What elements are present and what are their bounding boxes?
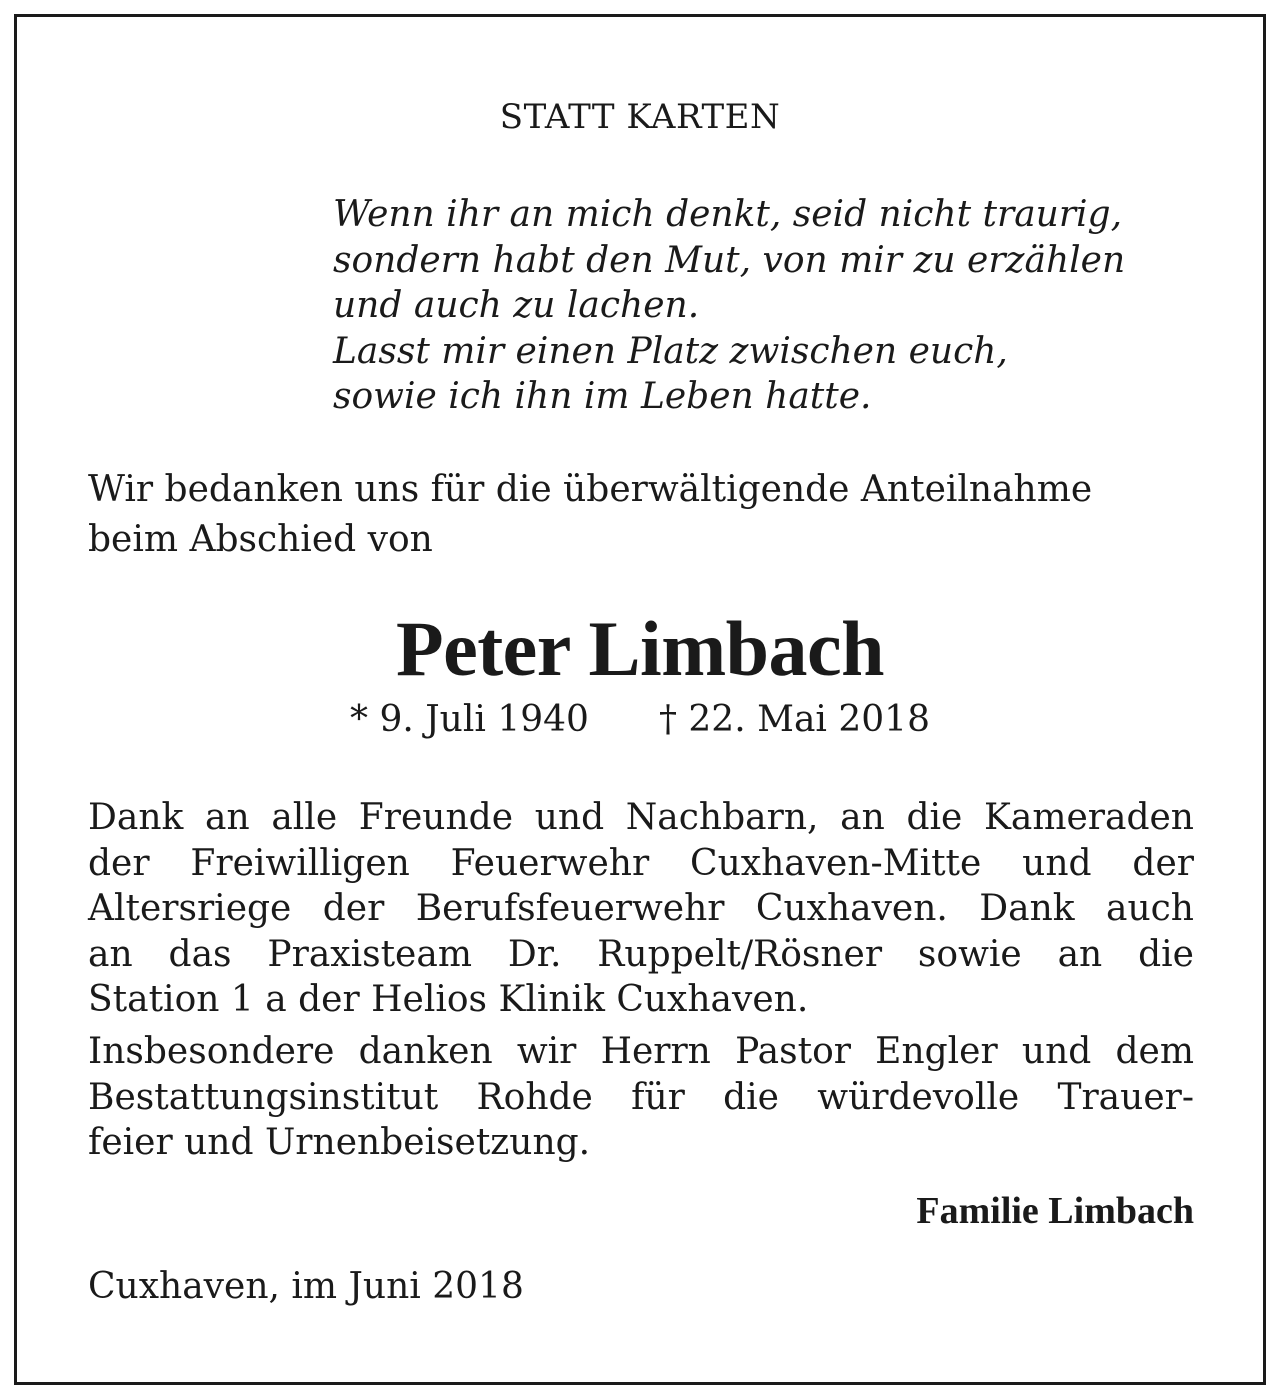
paragraph-line: der Freiwilligen Feuerwehr Cuxhaven-Mitte und der [88,842,1194,884]
paragraph-line: Insbesondere danken wir Herrn Pastor Engler und dem [88,1031,1194,1072]
deceased-name: Peter Limbach [395,605,885,692]
intro-line: beim Abschied von [88,519,433,560]
paragraph-line: Dank an alle Freunde und Nachbarn, an die Kameraden [88,797,1194,838]
paragraph-line: Altersriege der Berufsfeuerwehr Cuxhaven. Dank auch [88,888,1194,929]
thanks-paragraph-1 [88,795,1194,1023]
poem-line: Wenn ihr an mich denkt, seid nicht traurig, [333,194,1123,235]
poem-line: Lasst mir einen Platz zwischen euch, [333,330,1008,372]
thanks-paragraph-2 [88,1029,1194,1166]
intro-text [88,465,1194,565]
paragraph-line: an das Praxisteam Dr. Ruppelt/Rösner sowie an die [88,933,1194,975]
notice-header: STATT KARTEN [499,97,781,137]
place-date: Cuxhaven, im Juni 2018 [88,1266,524,1307]
poem-line: sondern habt den Mut, von mir zu erzählen [333,239,1126,281]
paragraph-line: Bestattungsinstitut Rohde für die würdevolle Trauer- [88,1076,1194,1118]
signature: Familie Limbach [916,1190,1194,1232]
life-dates [0,698,1280,742]
intro-line: Wir bedanken uns für die überwältigende Anteilnahme [88,469,1093,510]
poem [333,192,1233,420]
poem-line: sowie ich ihn im Leben hatte. [333,376,872,417]
paragraph-line: Station 1 a der Helios Klinik Cuxhaven. [88,979,809,1020]
poem-line: und auch zu lachen. [333,285,700,326]
paragraph-line: feier und Urnenbeisetzung. [88,1122,591,1163]
death-date: † 22. Mai 2018 [658,699,930,740]
birth-date: * 9. Juli 1940 [350,699,589,740]
